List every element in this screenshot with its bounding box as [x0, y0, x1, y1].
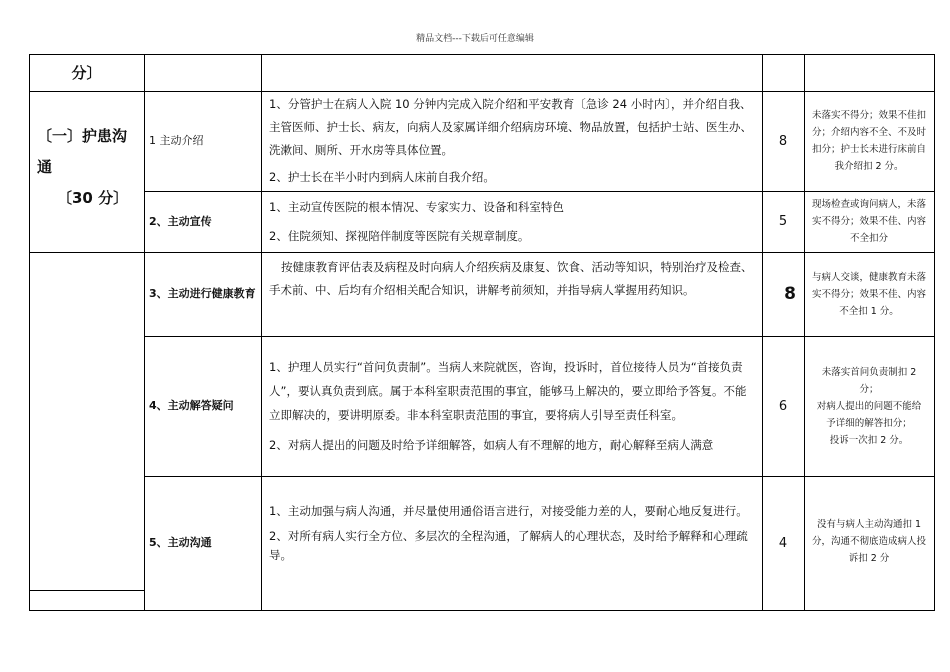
section-title-line1: 〔一〕护患沟 [37, 127, 128, 145]
penalty-2 [804, 191, 934, 252]
content-1 [261, 91, 762, 191]
score-2 [762, 191, 804, 252]
content-4-para-2: 2、对病人提出的问题及时给予详细解答，如病人有不理解的地方，耐心解释至病人满意 [269, 438, 714, 452]
penalty-1 [804, 91, 934, 191]
score-3-value: 8 [784, 284, 796, 304]
section-title [29, 91, 144, 252]
penalty-3 [804, 252, 934, 336]
content-3-para-1: 按健康教育评估表及病程及时向病人介绍疾病及康复、饮食、活动等知识，特别治疗及检查、手术前、中、后均有介绍相关配合知识，讲解考前须知，并指导病人掌握用药知识。 [269, 260, 753, 297]
content-1-para-1: 1、分管护士在病人入院 10 分钟内完成入院介绍和平安教育〔急诊 24 小时内〕，并介绍自我、主管医师、护士长、病友，向病人及家属详细介绍病房环境、物品放置，包括护士站、医生办、洗漱间、厕所、开水房等具体位置。 [269, 97, 752, 157]
category-tail-text: 分〕 [71, 64, 102, 82]
penalty-4-line-2: 分； [859, 383, 879, 395]
item-5-label: 5、主动沟通 [149, 536, 212, 549]
content-4 [261, 336, 762, 476]
content-5-para-1: 1、主动加强与病人沟通，并尽量使用通俗语言进行，对接受能力差的人，要耐心地反复进行。 [269, 504, 748, 518]
score-4-value: 6 [778, 398, 788, 414]
score-2-value: 5 [778, 214, 788, 229]
penalty-4-line-4: 予详细的解答扣分； [826, 417, 912, 429]
penalty-5-text: 没有与病人主动沟通扣 1 分，沟通不彻底造成病人投诉扣 2 分 [811, 519, 926, 564]
category-tail [29, 54, 144, 91]
item-1-label: 1 主动介绍 [149, 134, 204, 147]
section-title-line2: 通 [37, 158, 53, 176]
score-1 [762, 91, 804, 191]
score-3 [762, 252, 804, 336]
penalty-5 [804, 476, 934, 610]
item-2 [144, 191, 261, 252]
content-1-para-2: 2、护士长在半小时内到病人床前自我介绍。 [269, 170, 495, 184]
score-1-value: 8 [778, 133, 788, 149]
content-2-para-2: 2、住院须知、探视陪伴制度等医院有关规章制度。 [269, 228, 530, 243]
content-2 [261, 191, 762, 252]
penalty-1-text: 未落实不得分；效果不佳扣分；介绍内容不全、不及时扣分；护士长未进行床前自我介绍扣 2 分。 [811, 110, 926, 172]
item-5 [144, 476, 261, 610]
header-note: 精品文档---下载后可任意编辑 [416, 34, 534, 44]
score-4 [762, 336, 804, 476]
item-3-label: 3、主动进行健康教育 [149, 287, 256, 300]
item-4 [144, 336, 261, 476]
penalty-2-text: 现场检查或询问病人，未落实不得分；效果不佳、内容不全扣分 [811, 199, 926, 244]
item-1 [144, 91, 261, 191]
score-5-value: 4 [778, 536, 788, 551]
score-5 [762, 476, 804, 610]
section-title-line3: 〔30 分〕 [57, 189, 129, 207]
item-3 [144, 252, 261, 336]
content-5 [261, 476, 762, 610]
content-2-para-1: 1、主动宣传医院的根本情况、专家实力、设备和科室特色 [269, 199, 564, 214]
item-4-label: 4、主动解答疑问 [149, 399, 234, 412]
item-2-label: 2、主动宣传 [149, 214, 212, 228]
content-5-para-2: 2、对所有病人实行全方位、多层次的全程沟通，了解病人的心理状态，及时给予解释和心理疏导。 [269, 529, 748, 562]
content-3 [261, 252, 762, 336]
penalty-4-line-3: 对病人提出的问题不能给 [816, 400, 922, 412]
penalty-4-line-1: 未落实首问负责制扣 2 [821, 366, 917, 378]
penalty-4 [804, 336, 934, 476]
penalty-4-line-5: 投诉一次扣 2 分。 [829, 434, 909, 446]
content-4-para-1: 1、护理人员实行“首问负责制”。当病人来院就医，咨询，投诉时，首位接待人员为“首接负责人”，要认真负责到底。属于本科室职责范围的事宜，能够马上解决的，要立即给予答复。不能立即解决的，要讲明原委。非本科室职责范围的事宜，要将病人引导至责任科室。 [269, 360, 747, 422]
penalty-3-text: 与病人交谈，健康教育未落实不得分；效果不佳、内容不全扣 1 分。 [811, 271, 926, 317]
